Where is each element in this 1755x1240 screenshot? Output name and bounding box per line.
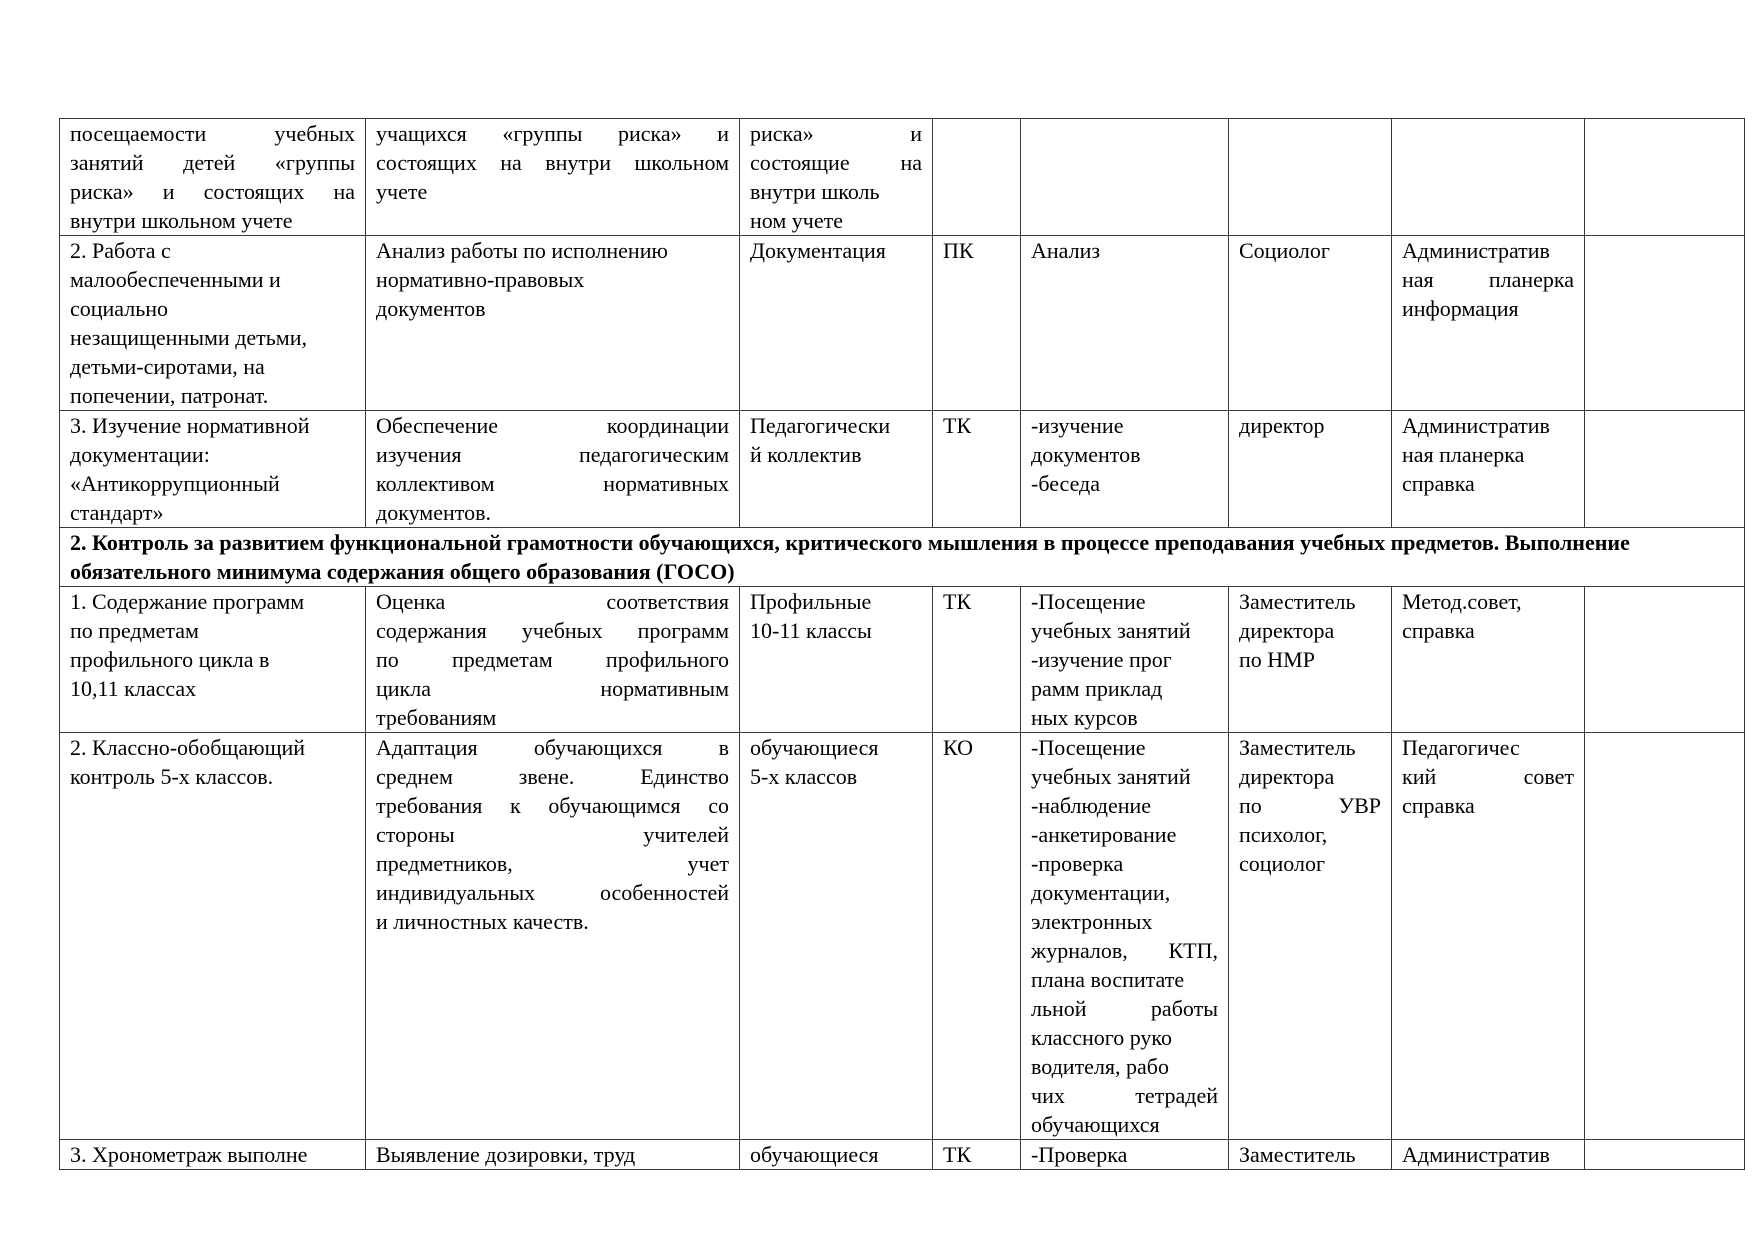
cell-line: профильного цикла в [70,647,270,672]
cell-line: справка [1402,793,1475,818]
cell-result [1392,1140,1585,1170]
cell-type [933,411,1021,528]
cell-line: Заместитель [1239,735,1356,760]
cell-line: Заместитель [1239,1142,1356,1167]
cell-line: стандарт» [70,500,164,525]
cell-line: справка [1402,471,1475,496]
cell-line: состоящие на [750,150,922,175]
cell-line: 3. Хронометраж выполне [70,1142,308,1167]
cell-line: нормативно-правовых [376,267,585,292]
cell-responsible [1229,1140,1392,1170]
cell-responsible [1229,236,1392,411]
cell-line: социолог [1239,851,1326,876]
cell-object [740,411,933,528]
cell-line: и личностных качеств. [376,909,589,934]
cell-line: Оценка соответствия [376,589,729,614]
cell-line: малообеспеченными и [70,267,281,292]
cell-line: рамм приклад [1031,676,1163,701]
section-heading: 2. Контроль за развитием функциональной грамотности обучающихся, критического мышления в процессе преподавания учебных предметов. Выполнение обязательного минимума содержания общего образования (ГОСО) [60,528,1745,587]
cell-line: Педагогичес [1402,735,1520,760]
cell-line: риска» и состоящих на [70,179,355,204]
cell-line: журналов, КТП, [1031,938,1218,963]
cell-line: информация [1402,296,1519,321]
cell-line: 2. Классно-обобщающий [70,735,306,760]
cell-line: ТК [943,589,972,614]
cell-note [1585,733,1745,1140]
cell-line: -анкетирование [1031,822,1177,847]
cell-line: предметников, учет [376,851,729,876]
cell-line: по предметам [70,618,199,643]
cell-line: -проверка [1031,851,1124,876]
cell-result [1392,236,1585,411]
cell-topic [60,119,366,236]
table-row [60,733,1745,1140]
cell-line: -изучение прог [1031,647,1172,672]
cell-line: справка [1402,618,1475,643]
cell-line: директора [1239,764,1335,789]
cell-topic [60,236,366,411]
cell-result [1392,587,1585,733]
cell-line: учебных занятий [1031,618,1191,643]
cell-line: Социолог [1239,238,1330,263]
cell-line: документов [376,296,486,321]
cell-line: состоящих на внутри школьном [376,150,729,175]
cell-object [740,1140,933,1170]
cell-line: детьми-сиротами, на [70,354,265,379]
cell-responsible [1229,587,1392,733]
cell-line: 10,11 классах [70,676,197,701]
cell-line: учете [376,179,428,204]
cell-line: Анализ работы по исполнению [376,238,668,263]
cell-line: внутри школь [750,179,880,204]
cell-line: ном учете [750,208,843,233]
cell-result [1392,411,1585,528]
cell-method [1021,411,1229,528]
cell-line: водителя, рабо [1031,1054,1170,1079]
cell-responsible [1229,119,1392,236]
cell-line: 10-11 классы [750,618,872,643]
cell-line: незащищенными детьми, [70,325,308,350]
cell-goal [366,119,740,236]
cell-line: директор [1239,413,1325,438]
cell-line: -Посещение [1031,589,1146,614]
cell-line: -изучение [1031,413,1124,438]
cell-line: индивидуальных особенностей [376,880,729,905]
cell-line: учебных занятий [1031,764,1191,789]
cell-responsible [1229,733,1392,1140]
cell-line: «Антикоррупционный [70,471,280,496]
cell-line: электронных [1031,909,1153,934]
cell-line: чих тетрадей [1031,1083,1218,1108]
table-row [60,1140,1745,1170]
cell-line: риска» и [750,121,922,146]
cell-line: Административ [1402,1142,1550,1167]
cell-line: классного руко [1031,1025,1172,1050]
cell-line: занятий детей «группы [70,150,355,175]
cell-result [1392,733,1585,1140]
cell-line: Адаптация обучающихся в [376,735,729,760]
cell-line: Административ [1402,413,1550,438]
cell-line: 1. Содержание программ [70,589,305,614]
cell-line: стороны учителей [376,822,729,847]
cell-line: содержания учебных программ [376,618,729,643]
cell-line: документов. [376,500,491,525]
cell-line: требования к обучающимся со [376,793,729,818]
cell-line: внутри школьном учете [70,208,293,233]
cell-note [1585,411,1745,528]
cell-line: й коллектив [750,442,862,467]
cell-line: психолог, [1239,822,1328,847]
cell-line: Обеспечение координации [376,413,729,438]
cell-line: -беседа [1031,471,1101,496]
cell-goal [366,236,740,411]
cell-line: КО [943,735,974,760]
cell-type [933,236,1021,411]
cell-line: -Проверка [1031,1142,1128,1167]
table-row [60,236,1745,411]
cell-line: цикла нормативным [376,676,729,701]
cell-line: директора [1239,618,1335,643]
cell-line: по предметам профильного [376,647,729,672]
cell-line: -наблюдение [1031,793,1152,818]
cell-line: посещаемости учебных [70,121,355,146]
cell-line: 3. Изучение нормативной [70,413,310,438]
cell-note [1585,1140,1745,1170]
cell-note [1585,119,1745,236]
cell-note [1585,236,1745,411]
control-plan-table [59,118,1745,1170]
cell-line: документов [1031,442,1141,467]
cell-goal [366,733,740,1140]
cell-line: среднем звене. Единство [376,764,729,789]
cell-method [1021,733,1229,1140]
cell-line: обучающиеся [750,735,879,760]
cell-note [1585,587,1745,733]
cell-line: обучающихся [1031,1112,1160,1137]
cell-method [1021,119,1229,236]
cell-object [740,236,933,411]
cell-line: кий совет [1402,764,1574,789]
cell-type [933,733,1021,1140]
cell-line: Педагогически [750,413,891,438]
cell-line: учащихся «группы риска» и [376,121,729,146]
cell-topic [60,733,366,1140]
cell-type [933,119,1021,236]
cell-line: по УВР [1239,793,1381,818]
table-body [60,119,1745,1170]
cell-line: льной работы [1031,996,1218,1021]
cell-method [1021,236,1229,411]
cell-object [740,587,933,733]
cell-line: попечении, патронат. [70,383,269,408]
cell-goal [366,587,740,733]
cell-line: ная планерка [1402,442,1525,467]
cell-object [740,119,933,236]
cell-line: Метод.совет, [1402,589,1522,614]
cell-line: Профильные [750,589,872,614]
cell-object [740,733,933,1140]
cell-line: Выявление дозировки, труд [376,1142,636,1167]
cell-type [933,587,1021,733]
cell-line: требованиям [376,705,497,730]
cell-method [1021,587,1229,733]
cell-responsible [1229,411,1392,528]
cell-line: ТК [943,413,972,438]
table-row [60,119,1745,236]
cell-line: Анализ [1031,238,1101,263]
cell-line: документации, [1031,880,1171,905]
cell-line: ных курсов [1031,705,1138,730]
cell-line: ПК [943,238,974,263]
cell-topic [60,1140,366,1170]
cell-method [1021,1140,1229,1170]
cell-line: плана воспитате [1031,967,1185,992]
cell-goal [366,1140,740,1170]
cell-line: Заместитель [1239,589,1356,614]
cell-line: ная планерка [1402,267,1574,292]
cell-line: Административ [1402,238,1550,263]
cell-line: документации: [70,442,210,467]
cell-line: коллективом нормативных [376,471,729,496]
cell-line: ТК [943,1142,972,1167]
cell-line: обучающиеся [750,1142,879,1167]
cell-result [1392,119,1585,236]
cell-line: социально [70,296,169,321]
table-row [60,411,1745,528]
cell-line: Документация [750,238,886,263]
section-row [60,528,1745,587]
cell-line: контроль 5-х классов. [70,764,274,789]
cell-goal [366,411,740,528]
cell-line: 5-х классов [750,764,858,789]
table-row [60,587,1745,733]
cell-line: 2. Работа с [70,238,171,263]
cell-topic [60,587,366,733]
cell-line: по НМР [1239,647,1315,672]
cell-topic [60,411,366,528]
cell-line: -Посещение [1031,735,1146,760]
cell-type [933,1140,1021,1170]
cell-line: изучения педагогическим [376,442,729,467]
